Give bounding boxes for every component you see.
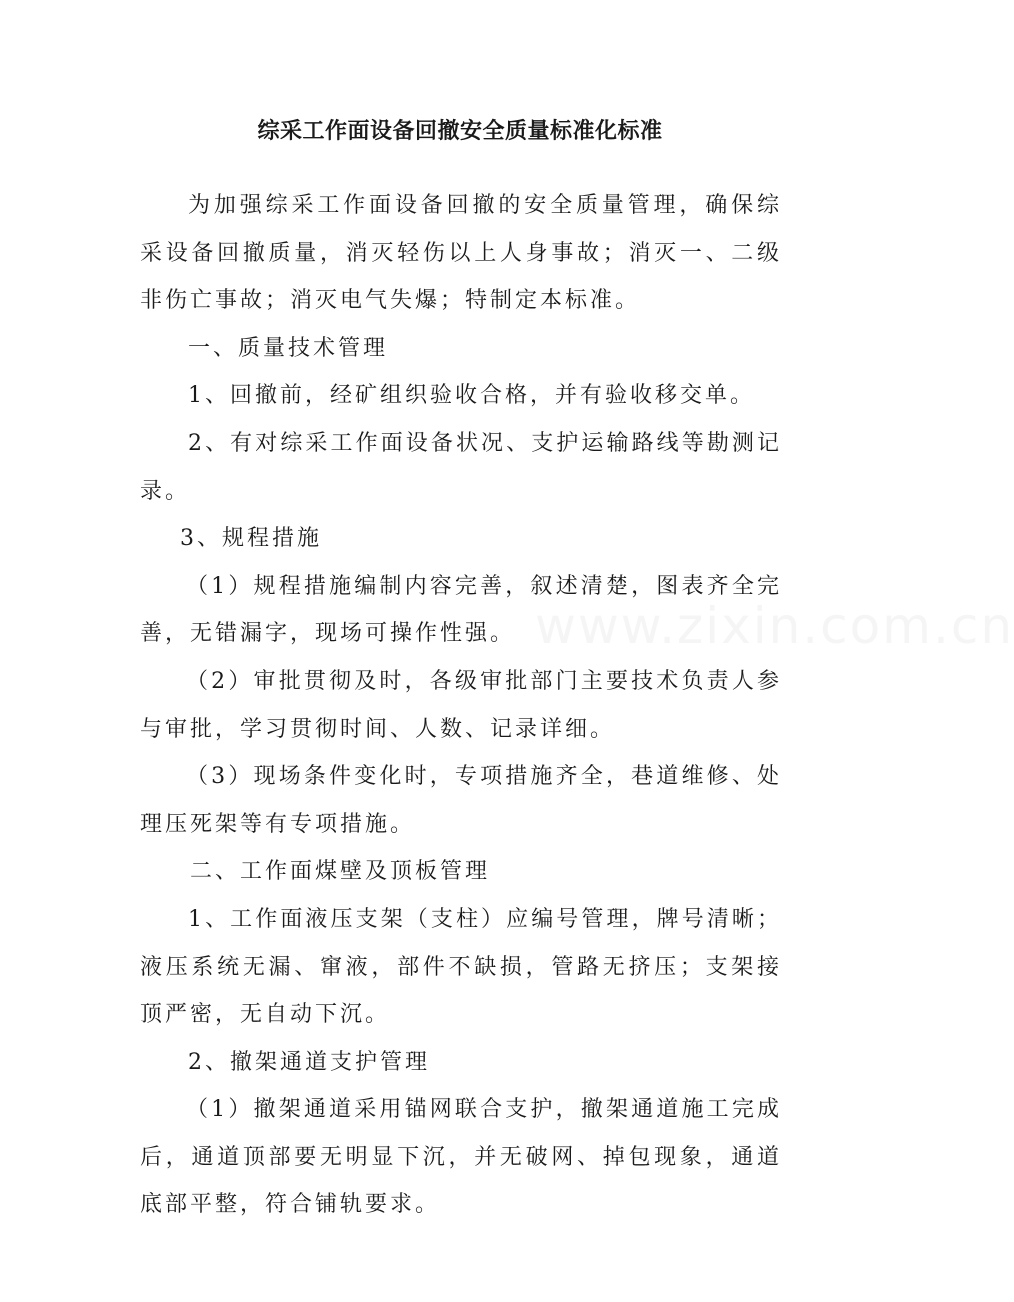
sub-list-item: （1）撤架通道采用锚网联合支护，撤架通道施工完成后，通道顶部要无明显下沉，并无破网、掉包现象，通道底部平整，符合铺轨要求。 bbox=[140, 1097, 782, 1218]
sub-list-item: （2）审批贯彻及时，各级审批部门主要技术负责人参与审批，学习贯彻时间、人数、记录详细。 bbox=[140, 668, 782, 742]
intro-paragraph: 为加强综采工作面设备回撤的安全质量管理，确保综采设备回撤质量，消灭轻伤以上人身事故；消灭一、二级非伤亡事故；消灭电气失爆；特制定本标准。 bbox=[140, 193, 782, 314]
document-title: 综采工作面设备回撤安全质量标准化标准 bbox=[257, 119, 663, 144]
list-item: 3、规程措施 bbox=[180, 526, 322, 552]
sub-list-item: （3）现场条件变化时，专项措施齐全，巷道维修、处理压死架等有专项措施。 bbox=[140, 764, 782, 837]
document-body bbox=[140, 182, 782, 1229]
site-watermark: www.zixin.com.cn bbox=[535, 597, 1014, 655]
list-item: 1、工作面液压支架（支柱）应编号管理，牌号清晰；液压系统无漏、窜液，部件不缺损，管路无挤压；支架接顶严密，无自动下沉。 bbox=[140, 906, 782, 1028]
section-heading-coal-wall-roof: 二、工作面煤壁及顶板管理 bbox=[190, 859, 491, 885]
sub-list-item: （1）规程措施编制内容完善，叙述清楚，图表齐全完善，无错漏字，现场可操作性强。 bbox=[140, 573, 782, 647]
list-item: 2、撤架通道支护管理 bbox=[188, 1049, 430, 1075]
section-heading-quality-tech: 一、质量技术管理 bbox=[188, 335, 389, 361]
list-item: 2、有对综采工作面设备状况、支护运输路线等勘测记录。 bbox=[140, 430, 782, 504]
list-item: 1、回撤前，经矿组织验收合格，并有验收移交单。 bbox=[188, 383, 755, 409]
